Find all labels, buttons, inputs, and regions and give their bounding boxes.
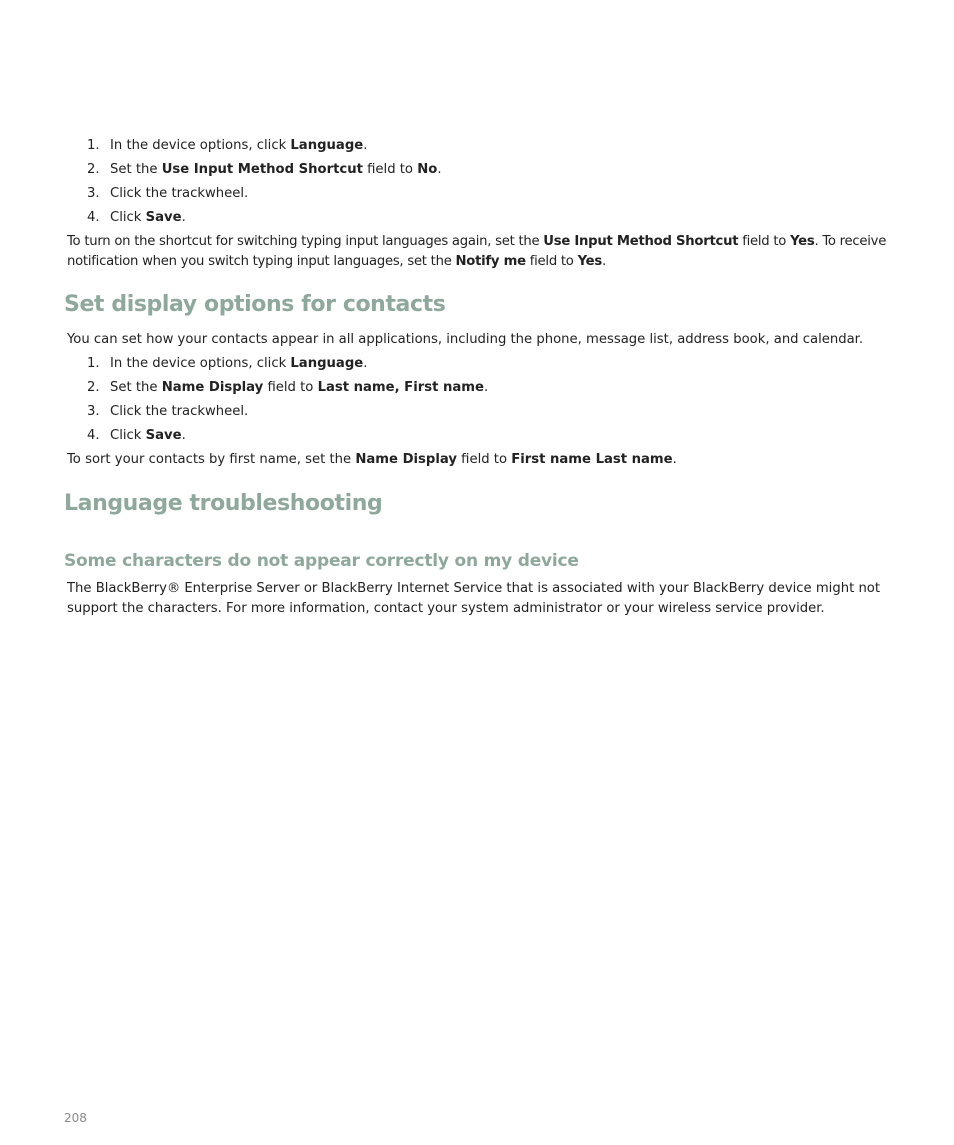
list-item: 2. Set the Name Display field to Last name, First name. xyxy=(87,380,489,395)
shortcut-note-paragraph: To turn on the shortcut for switching typing input languages again, set the Use Input Method Shortcut field to Yes. To receive notification when you switch typing input languages, set the Notify me field to Yes. xyxy=(67,234,887,269)
list-item: 4. Click Save. xyxy=(87,210,186,225)
list-item: 1. In the device options, click Language. xyxy=(87,356,368,371)
list-item: 3. Click the trackwheel. xyxy=(87,186,249,201)
steps-list-name-display xyxy=(87,352,488,448)
list-item: 1. In the device options, click Language. xyxy=(87,138,368,153)
section-heading-display-options: Set display options for contacts xyxy=(64,292,446,317)
list-item: 2. Set the Use Input Method Shortcut field to No. xyxy=(87,162,442,177)
display-options-intro: You can set how your contacts appear in all applications, including the phone, message list, address book, and calendar. xyxy=(67,332,864,347)
sort-note-paragraph: To sort your contacts by first name, set the Name Display field to First name Last name. xyxy=(67,452,677,467)
list-item: 3. Click the trackwheel. xyxy=(87,404,249,419)
subheading-characters: Some characters do not appear correctly on my device xyxy=(64,551,579,571)
page-number: 208 xyxy=(64,1111,87,1125)
section-heading-language-troubleshooting: Language troubleshooting xyxy=(64,491,383,516)
steps-list-disable-shortcut xyxy=(87,134,442,230)
characters-paragraph: The BlackBerry® Enterprise Server or BlackBerry Internet Service that is associated with your BlackBerry device might not support the characters. For more information, contact your system administrator or your wireless service provider. xyxy=(67,581,881,616)
list-item: 4. Click Save. xyxy=(87,428,186,443)
